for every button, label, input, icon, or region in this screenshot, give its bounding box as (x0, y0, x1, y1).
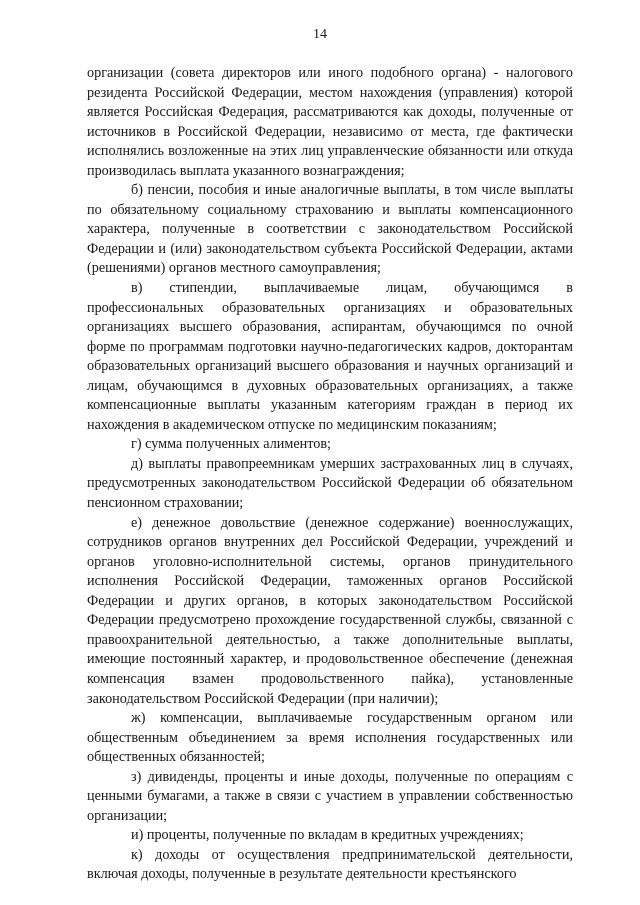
paragraph-d-successor-payments: д) выплаты правопреемникам умерших застрахованных лиц в случаях, предусмотренных законодательством Российской Федерации об обязательном пенсионном страховании; (87, 455, 573, 512)
paragraph-continuation: организации (совета директоров или иного подобного органа) - налогового резидента Российской Федерации, местом нахождения (управления) которой является Российская Федерация, рассматриваются как доходы, полученные от источников в Российской Федерации, независимо от места, где фактически исполнялись возложенные на этих лиц управленческие обязанности или откуда производилась выплата указанного вознаграждения; (87, 65, 573, 179)
document-body (87, 64, 573, 885)
paragraph-v-stipends: в) стипендии, выплачиваемые лицам, обучающимся в профессиональных образовательных организациях и образовательных организациях высшего образования, аспирантам, обучающимся по очной форме по программам подготовки научно-педагогических кадров, докторантам образовательных организаций высшего образования и научных организаций и лицам, обучающимся в духовных образовательных организациях, а также компенсационные выплаты указанным категориям граждан в период их нахождения в академическом отпуске по медицинским показаниям; (87, 280, 573, 433)
paragraph-b-pensions: б) пенсии, пособия и иные аналогичные выплаты, в том числе выплаты по обязательному социальному страхованию и выплаты компенсационного характера, полученные в соответствии с законодательством Российской Федерации и (или) законодательством субъекта Российской Федерации, актами (решениями) органов местного самоуправления; (87, 182, 573, 277)
paragraph-g-alimony: г) сумма полученных алиментов; (131, 436, 331, 453)
paragraph-i-interest: и) проценты, полученные по вкладам в кредитных учреждениях; (131, 827, 524, 844)
paragraph-z-dividends: з) дивиденды, проценты и иные доходы, полученные по операциям с ценными бумагами, а также в связи с участием в управлении собственностью организации; (87, 768, 573, 824)
paragraph-e-allowance: е) денежное довольствие (денежное содержание) военнослужащих, сотрудников органов внутренних дел Российской Федерации, учреждений и органов уголовно-исполнительной системы, органов принудительного исполнения Российской Федерации, таможенных органов Российской Федерации и других органов, в которых законодательством Российской Федерации предусмотрено прохождение государственной службы, связанной с правоохранительной деятельностью, а также дополнительные выплаты, имеющие постоянный характер, и продовольственное обеспечение (денежная компенсация взамен продовольственного пайка), установленные законодательством Российской Федерации (при наличии); (87, 514, 573, 707)
paragraph-zh-compensations: ж) компенсации, выплачиваемые государственным органом или общественным объединением за время исполнения государственных или общественных обязанностей; (87, 710, 573, 766)
page-number: 14 (313, 27, 327, 42)
paragraph-k-business-income: к) доходы от осуществления предпринимательской деятельности, включая доходы, полученные в результате деятельности крестьянского (87, 846, 573, 883)
